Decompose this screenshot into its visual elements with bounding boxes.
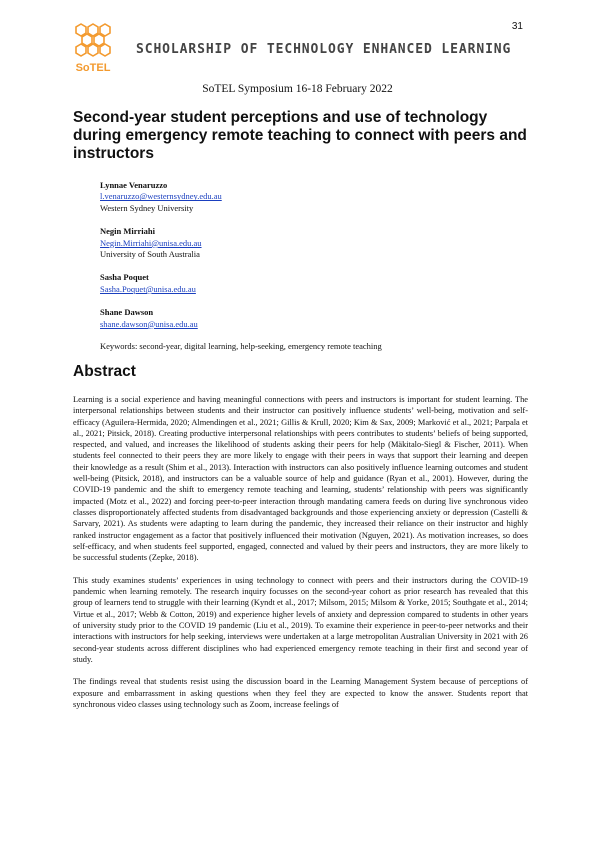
author-email-link[interactable]: Sasha.Poquet@unisa.edu.au — [100, 283, 196, 294]
author-block — [100, 180, 222, 214]
author-email-link[interactable]: l.venaruzzo@westernsydney.edu.au — [100, 191, 222, 202]
journal-title: SCHOLARSHIP OF TECHNOLOGY ENHANCED LEARNING — [136, 42, 512, 57]
logo-text: SoTEL — [75, 62, 111, 74]
author-name: Sasha Poquet — [100, 272, 149, 283]
author-list — [100, 180, 222, 342]
page-number: 31 — [511, 21, 523, 32]
author-block — [100, 307, 222, 330]
author-affiliation: University of South Australia — [100, 249, 200, 260]
keywords-line: Keywords: second-year, digital learning, help-seeking, emergency remote teaching — [100, 341, 382, 351]
symposium-line: SoTEL Symposium 16-18 February 2022 — [202, 83, 393, 95]
abstract-body — [73, 394, 528, 722]
author-name: Negin Mirriahi — [100, 226, 156, 237]
body-paragraph: Learning is a social experience and having meaningful connections with peers and instructors is important for student learning. The interpersonal relationships between students and their instructor can positively influence students’ well-being, motivation and self-efficacy (Aguilera-Hermida, 2020; Almendingen et al., 2021; Gillis & Krull, 2020; Kim & Sax, 2009; Marković et al., 2021; Parpala et al., 2021; Pitsick, 2018). Creating productive interpersonal relationships with peers contributes to students’ beliefs of being supported, respected, and valued, and increases the likelihood of students asking their peers for help (Mäkitalo-Siegl & Fischer, 2011). When students feel connected to their peers they are more likely to engage with their peers in ways that support their learning and deepen their knowledge as a result (Shim et al., 2013). Interaction with instructors can also positively influence learning outcomes and student well-being (Pitsick, 2018), and instructors can be a valuable source of help and guidance (Ryan et al., 2001). However, during the COVID-19 pandemic and the shift to emergency remote teaching and learning, students’ relationship with peers was significantly impacted (Motz et al., 2022) and forcing peer-to-peer interaction through mandating camera feeds on during live synchronous video classes disproportionately affected students from disadvantaged backgrounds and those experiencing anxiety or depression (Castelli & Sarvary, 2021). As students were adapting to learn during the pandemic, they increased their reliance on their instructor and highly ranked instructor engagement as a factor that positively influenced their motivation (Nguyen, 2021). As motivation increases, so does self-efficacy, and when students feel supported, engaged, connected and valued by their peers and instructors, they are more likely to be successful students (Zepke, 2018). — [73, 395, 528, 563]
author-email-link[interactable]: Negin.Mirriahi@unisa.edu.au — [100, 237, 202, 248]
abstract-heading: Abstract — [73, 363, 136, 380]
author-affiliation: Western Sydney University — [100, 202, 194, 213]
body-paragraph: The findings reveal that students resist using the discussion board in the Learning Management System because of perceptions of exposure and embarrassment in asking questions when they feel they are expected to know the answer. Students report that synchronous video classes using technology such as Zoom, increase feelings of — [73, 677, 528, 710]
author-email-link[interactable]: shane.dawson@unisa.edu.au — [100, 318, 198, 329]
paper-title: Second-year student perceptions and use of technology during emergency remote teaching to connect with peers and instructors — [73, 109, 527, 162]
author-name: Shane Dawson — [100, 307, 154, 318]
author-name: Lynnae Venaruzzo — [100, 180, 168, 190]
author-block — [100, 272, 222, 295]
sotel-logo — [73, 22, 113, 78]
author-block — [100, 226, 222, 260]
body-paragraph: This study examines students’ experiences in using technology to connect with peers and their instructors during the COVID-19 pandemic when learning remotely. The research inquiry focusses on the second-year cohort as prior research has revealed that this group of learners tend to struggle with their learning (Kyndt et al., 2017; Milsom, 2015; Milsom & Yorke, 2015; Southgate et al., 2014; Virtue et al., 2017; Webb & Cotton, 2019) and experience higher levels of anxiety and depression compared to students in other years of university study prior to the COVID 19 pandemic (Liu et al., 2019). To examine their experience in peer-to-peer networks and their interactions with instructors for help seeking, interviews were undertaken at a large metropolitan Australian University in 2021 with 26 second-year students across different disciplines who had experienced emergency remote teaching in their first and second year of study. — [73, 575, 528, 664]
